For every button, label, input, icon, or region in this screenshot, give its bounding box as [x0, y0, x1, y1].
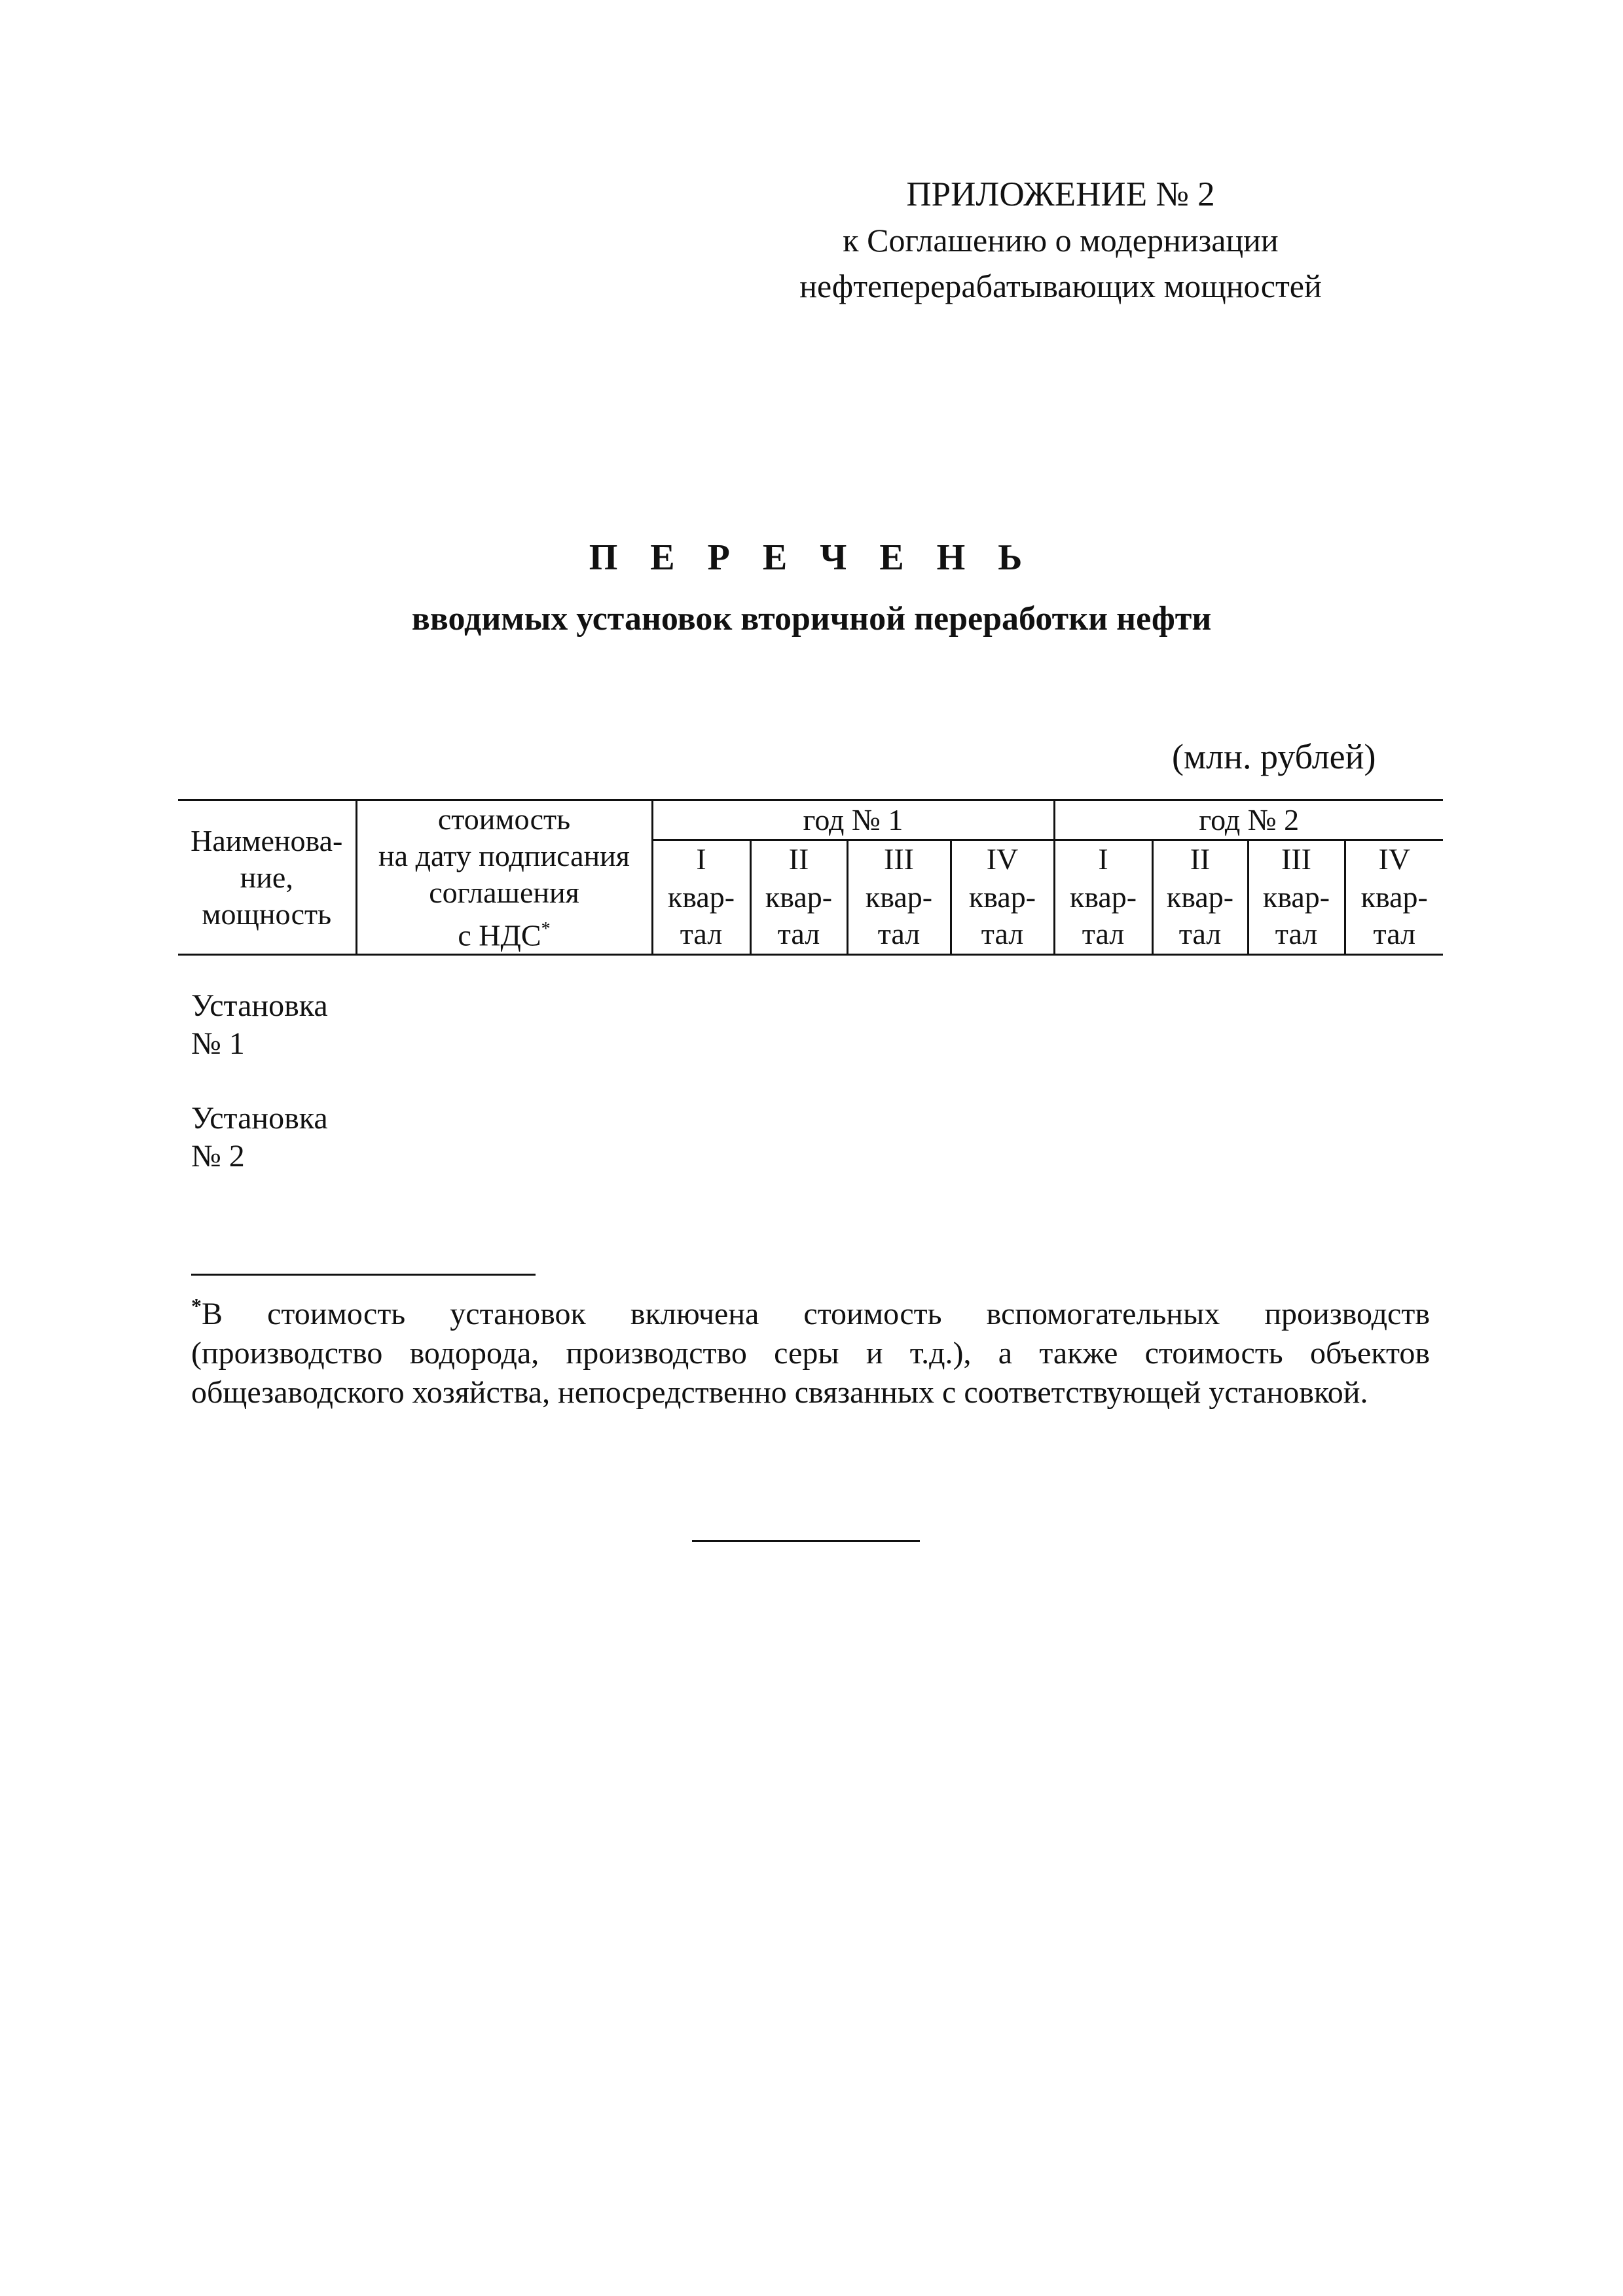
installation-1 [191, 987, 328, 1063]
header-cost [356, 800, 652, 955]
quarter-label [1152, 878, 1248, 955]
installation-label: Установка [191, 988, 328, 1023]
quarter-num: IV [1345, 840, 1443, 878]
quarter-label [847, 878, 951, 955]
header-cost-line [357, 911, 651, 954]
quarter-word: квар- [865, 880, 933, 914]
quarter-word: квар- [1166, 880, 1234, 914]
quarter-num: III [1248, 840, 1345, 878]
quarter-word: тал [680, 917, 723, 951]
schedule-table [178, 799, 1443, 956]
quarter-num: I [652, 840, 750, 878]
document-subtitle: вводимых установок вторичной переработки нефти [411, 600, 1212, 637]
quarter-num: IV [951, 840, 1054, 878]
quarter-word: тал [1275, 917, 1318, 951]
installation-2 [191, 1100, 328, 1175]
footnote-line-3: общезаводского хозяйства, непосредственно связанных с соответствующей установкой. [191, 1375, 1368, 1410]
quarter-num: I [1054, 840, 1152, 878]
quarter-word: тал [1178, 917, 1222, 951]
footnote-separator [191, 1274, 536, 1276]
quarter-word: квар- [1069, 880, 1137, 914]
footnote-mark: * [541, 919, 551, 939]
quarter-word: квар- [968, 880, 1036, 914]
end-rule [692, 1540, 920, 1542]
quarter-word: тал [981, 917, 1024, 951]
footnote [191, 1286, 1430, 1412]
quarter-label [1248, 878, 1345, 955]
units-label: (млн. рублей) [1172, 737, 1376, 776]
quarter-word: тал [1373, 917, 1415, 951]
header-name [178, 800, 356, 955]
appendix-line-3: нефтеперерабатывающих мощностей [799, 268, 1322, 304]
quarter-label [951, 878, 1054, 955]
installation-number: № 1 [191, 1026, 245, 1061]
header-name-line: мощность [202, 897, 332, 931]
footnote-line-2: (производство водорода, производство серы и т.д.), а также стоимость объектов [191, 1336, 1430, 1371]
header-cost-line: стоимость [437, 802, 571, 836]
quarter-word: тал [777, 917, 820, 951]
quarter-word: квар- [667, 880, 735, 914]
footnote-mark: * [191, 1294, 202, 1318]
quarter-word: квар- [1360, 880, 1428, 914]
quarter-label [1345, 878, 1443, 955]
footnote-line-1 [191, 1286, 1430, 1334]
header-cost-vat: с НДС [458, 918, 541, 952]
header-cost-line: соглашения [429, 876, 579, 909]
quarter-num: II [750, 840, 847, 878]
quarter-word: квар- [1262, 880, 1330, 914]
quarter-word: тал [877, 917, 921, 951]
document-title: П Е Р Е Ч Е Н Ь [589, 537, 1034, 578]
installation-number: № 2 [191, 1139, 245, 1174]
quarter-label [750, 878, 847, 955]
appendix-header [733, 171, 1388, 309]
footnote-text: В стоимость установок включена стоимость вспомогательных производств [202, 1297, 1430, 1331]
header-cost-line: на дату подписания [378, 839, 630, 872]
header-name-line: Наименова- [191, 823, 343, 857]
header-name-line: ние, [240, 860, 293, 894]
appendix-line-2: к Соглашению о модернизации [843, 222, 1279, 259]
header-year-2: год № 2 [1054, 800, 1443, 840]
quarter-word: квар- [765, 880, 833, 914]
appendix-title: ПРИЛОЖЕНИЕ № 2 [906, 175, 1215, 213]
installation-label: Установка [191, 1101, 328, 1136]
quarter-word: тал [1082, 917, 1125, 951]
quarter-num: II [1152, 840, 1248, 878]
header-year-1: год № 1 [652, 800, 1054, 840]
quarter-num: III [847, 840, 951, 878]
quarter-label [1054, 878, 1152, 955]
quarter-label [652, 878, 750, 955]
